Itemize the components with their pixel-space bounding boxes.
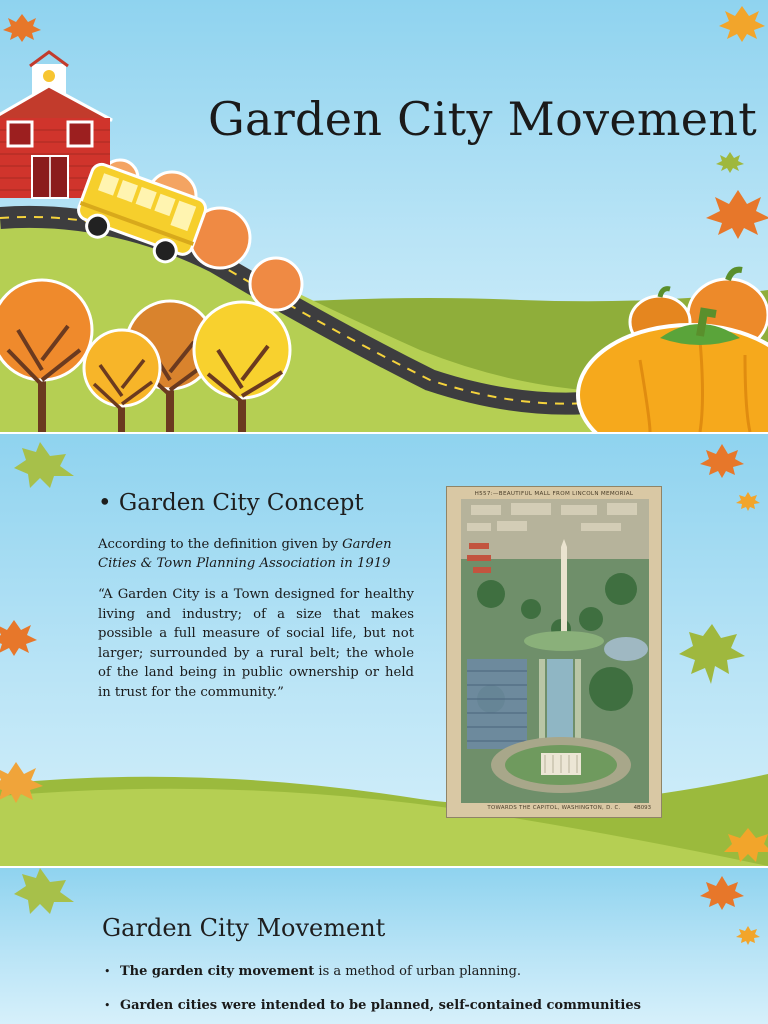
maple-leaf-icon xyxy=(700,876,744,910)
maple-leaf-icon xyxy=(14,442,74,488)
bullet-item: • The garden city movement is a method of urban planning. xyxy=(104,964,522,979)
aerial-mall-image xyxy=(461,499,649,803)
definition-source: Garden Cities & Town Planning Association in 1919 xyxy=(98,537,392,571)
maple-leaf-icon xyxy=(14,868,74,914)
title-slide xyxy=(0,0,768,432)
bullet-bold-text: Garden cities were intended to be planned, self-contained communities xyxy=(120,998,641,1013)
maple-leaf-icon xyxy=(3,14,41,42)
autumn-landscape-illustration xyxy=(0,0,768,432)
slide-title: Garden City Movement xyxy=(208,92,758,146)
maple-leaf-icon xyxy=(716,152,744,173)
definition-text xyxy=(98,535,414,573)
bullet-heading: • Garden City Concept xyxy=(98,490,364,516)
bullet-heading-text: Garden City Concept xyxy=(118,490,364,516)
postcard-caption-bottom: TOWARDS THE CAPITOL, WASHINGTON, D. C. xyxy=(487,805,621,811)
maple-leaf-icon xyxy=(679,624,745,684)
slide-title: Garden City Movement xyxy=(102,914,386,942)
maple-leaf-icon xyxy=(706,190,768,239)
bullet-bold-text: The garden city movement xyxy=(120,964,315,979)
maple-leaf-icon xyxy=(700,444,744,478)
bullet-text: is a method of urban planning. xyxy=(314,964,522,979)
monument-icon xyxy=(561,547,567,639)
maple-leaf-icon xyxy=(736,492,760,511)
maple-leaf-icon xyxy=(0,620,37,656)
garden-city-quote: “A Garden City is a Town designed for healthy living and industry; of a size that makes possible a full measure of social life, but not larger; surrounded by a rural belt; the whole of the land being in public ownership or held in trust for the community.” xyxy=(98,587,414,700)
definition-lead: According to the definition given by xyxy=(98,537,343,552)
bullet-item: • Garden cities were intended to be planned, self-contained communities xyxy=(104,998,641,1013)
postcard-number: 4B093 xyxy=(633,805,651,811)
postcard-caption-top: H557:—BEAUTIFUL MALL FROM LINCOLN MEMORIAL xyxy=(474,491,634,497)
bell-icon xyxy=(43,70,55,82)
maple-leaf-icon xyxy=(719,6,765,42)
maple-leaf-icon xyxy=(736,926,760,945)
washington-mall-postcard xyxy=(446,486,662,818)
